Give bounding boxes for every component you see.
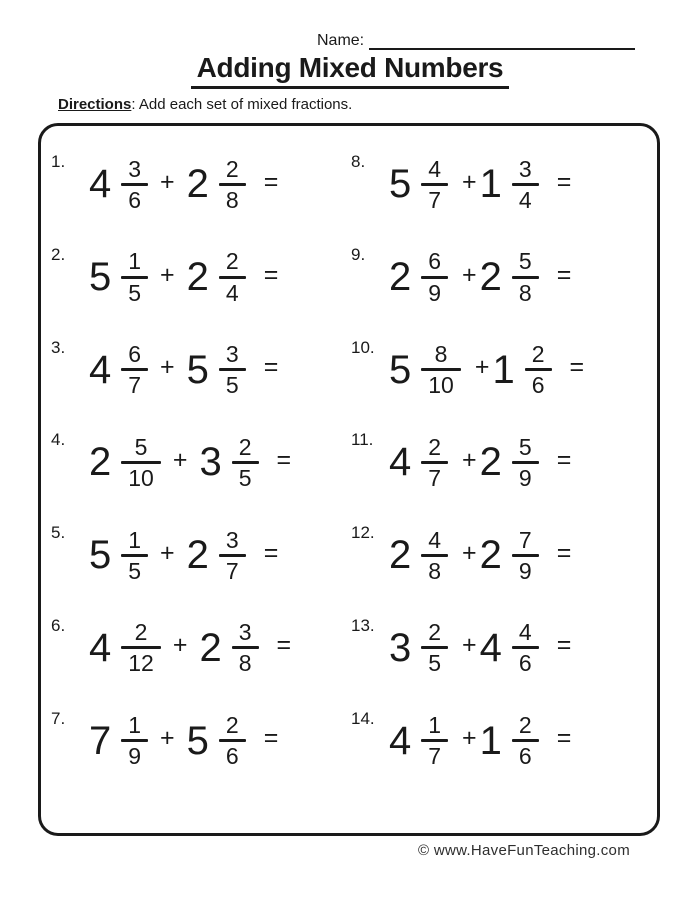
fraction-bar-1 [421, 461, 448, 464]
whole-number-2: 5 [186, 347, 209, 392]
directions [58, 96, 352, 113]
problems-border-box [38, 123, 660, 836]
whole-number-1: 4 [389, 718, 412, 763]
problem-13 [351, 602, 651, 695]
problem-number: 13. [351, 615, 375, 635]
numerator-2: 2 [225, 155, 239, 182]
equals-sign: = [276, 631, 292, 660]
denominator-2: 6 [518, 743, 532, 770]
whole-number-2: 2 [199, 625, 222, 670]
problem-8 [351, 138, 651, 231]
whole-number-1: 4 [89, 347, 112, 392]
whole-number-1: 7 [89, 718, 112, 763]
fraction-1 [121, 713, 148, 768]
fraction-bar-1 [121, 276, 148, 279]
fraction-bar-2 [219, 368, 246, 371]
fraction-bar-2 [512, 554, 539, 557]
numerator-2: 2 [531, 341, 545, 368]
plus-sign: + [462, 167, 477, 196]
plus-sign: + [462, 631, 477, 660]
problem-10 [351, 323, 651, 416]
denominator-1: 7 [428, 186, 442, 213]
directions-text: : Add each set of mixed fractions. [131, 96, 353, 113]
fraction-1 [121, 157, 148, 212]
denominator-1: 5 [428, 650, 442, 677]
equals-sign: = [276, 445, 292, 474]
name-blank-line [369, 31, 635, 50]
footer-credit: © www.HaveFunTeaching.com [418, 842, 630, 859]
denominator-2: 8 [225, 186, 239, 213]
problem-5 [51, 509, 351, 602]
numerator-1: 2 [134, 619, 148, 646]
name-row [317, 31, 635, 50]
fraction-1 [421, 249, 448, 304]
problem-3 [51, 323, 351, 416]
fraction-bar-2 [512, 646, 539, 649]
plus-sign: + [160, 260, 175, 289]
numerator-1: 6 [128, 341, 142, 368]
directions-label: Directions [58, 96, 132, 113]
denominator-1: 7 [428, 464, 442, 491]
whole-number-2: 4 [479, 625, 502, 670]
problem-7 [51, 694, 351, 787]
whole-number-2: 2 [186, 533, 209, 578]
denominator-1: 9 [128, 743, 142, 770]
problem-number: 14. [351, 708, 375, 728]
equals-sign: = [556, 167, 572, 196]
denominator-1: 5 [128, 557, 142, 584]
equals-sign: = [556, 445, 572, 474]
denominator-2: 4 [518, 186, 532, 213]
plus-sign: + [462, 445, 477, 474]
denominator-1: 10 [128, 464, 154, 491]
denominator-2: 8 [518, 279, 532, 306]
fraction-bar-1 [421, 276, 448, 279]
whole-number-2: 2 [186, 162, 209, 207]
problem-number: 6. [51, 615, 66, 635]
fraction-bar-2 [512, 461, 539, 464]
fraction-bar-1 [121, 368, 148, 371]
plus-sign: + [462, 260, 477, 289]
fraction-2 [525, 342, 552, 397]
page-title: Adding Mixed Numbers [191, 52, 510, 89]
denominator-2: 7 [225, 557, 239, 584]
problem-number: 9. [351, 245, 366, 265]
problem-number: 3. [51, 337, 66, 357]
problem-14 [351, 694, 651, 787]
plus-sign: + [160, 353, 175, 382]
numerator-1: 4 [428, 155, 442, 182]
denominator-1: 8 [428, 557, 442, 584]
fraction-bar-2 [232, 646, 259, 649]
numerator-2: 2 [518, 712, 532, 738]
denominator-2: 6 [518, 650, 532, 677]
plus-sign: + [160, 724, 175, 753]
whole-number-2: 5 [186, 718, 209, 763]
fraction-bar-1 [121, 461, 161, 464]
numerator-2: 5 [518, 433, 532, 460]
denominator-1: 9 [428, 279, 442, 306]
numerator-2: 2 [225, 712, 239, 738]
numerator-1: 2 [428, 433, 442, 460]
numerator-1: 1 [128, 526, 142, 553]
fraction-bar-1 [121, 739, 148, 742]
whole-number-2: 1 [479, 718, 502, 763]
fraction-1 [121, 435, 161, 490]
denominator-2: 5 [225, 372, 239, 399]
fraction-2 [512, 249, 539, 304]
fraction-1 [121, 528, 148, 583]
fraction-1 [121, 620, 161, 675]
fraction-1 [421, 435, 448, 490]
equals-sign: = [556, 724, 572, 753]
plus-sign: + [474, 353, 490, 382]
problem-1 [51, 138, 351, 231]
fraction-bar-2 [512, 183, 539, 186]
numerator-1: 8 [434, 341, 448, 368]
whole-number-2: 2 [479, 255, 502, 300]
whole-number-2: 2 [186, 255, 209, 300]
fraction-1 [421, 528, 448, 583]
fraction-bar-2 [512, 276, 539, 279]
problem-number: 5. [51, 523, 66, 543]
problem-number: 1. [51, 152, 66, 172]
equals-sign: = [263, 538, 279, 567]
denominator-2: 9 [518, 464, 532, 491]
problem-11 [351, 416, 651, 509]
plus-sign: + [172, 631, 188, 660]
fraction-1 [421, 713, 448, 768]
fraction-bar-2 [232, 461, 259, 464]
equals-sign: = [263, 353, 279, 382]
whole-number-1: 4 [89, 625, 112, 670]
fraction-2 [512, 435, 539, 490]
fraction-bar-2 [219, 554, 246, 557]
plus-sign: + [160, 538, 175, 567]
fraction-2 [512, 713, 539, 768]
whole-number-1: 4 [89, 162, 112, 207]
fraction-bar-1 [121, 646, 161, 649]
problem-2 [51, 231, 351, 324]
whole-number-2: 3 [199, 440, 222, 485]
whole-number-2: 2 [479, 533, 502, 578]
equals-sign: = [569, 353, 585, 382]
fraction-bar-1 [121, 554, 148, 557]
name-label: Name: [317, 32, 365, 49]
plus-sign: + [462, 724, 477, 753]
whole-number-1: 5 [389, 162, 412, 207]
numerator-1: 3 [128, 155, 142, 182]
problem-4 [51, 416, 351, 509]
fraction-bar-1 [421, 368, 461, 371]
fraction-1 [421, 157, 448, 212]
fraction-bar-1 [421, 554, 448, 557]
numerator-1: 4 [428, 526, 442, 553]
numerator-1: 2 [428, 619, 442, 646]
numerator-1: 1 [128, 712, 142, 738]
fraction-1 [421, 342, 461, 397]
numerator-2: 3 [225, 526, 239, 553]
numerator-2: 2 [238, 433, 252, 460]
problem-number: 7. [51, 708, 66, 728]
equals-sign: = [556, 260, 572, 289]
fraction-bar-1 [121, 183, 148, 186]
fraction-bar-1 [421, 183, 448, 186]
numerator-1: 6 [428, 248, 442, 275]
fraction-2 [232, 620, 259, 675]
numerator-2: 3 [518, 155, 532, 182]
equals-sign: = [556, 538, 572, 567]
fraction-1 [121, 249, 148, 304]
problem-number: 12. [351, 523, 375, 543]
numerator-2: 3 [238, 619, 252, 646]
whole-number-2: 1 [479, 162, 502, 207]
problem-number: 10. [351, 337, 375, 357]
fraction-bar-2 [219, 183, 246, 186]
fraction-2 [232, 435, 259, 490]
whole-number-1: 4 [389, 440, 412, 485]
numerator-1: 5 [134, 433, 148, 460]
fraction-bar-1 [421, 739, 448, 742]
fraction-2 [512, 620, 539, 675]
fraction-1 [421, 620, 448, 675]
denominator-1: 12 [128, 650, 154, 677]
numerator-1: 1 [428, 712, 442, 738]
whole-number-1: 5 [89, 533, 112, 578]
denominator-2: 6 [531, 372, 545, 399]
fraction-1 [121, 342, 148, 397]
fraction-2 [512, 157, 539, 212]
denominator-2: 6 [225, 743, 239, 770]
whole-number-1: 2 [389, 255, 412, 300]
numerator-2: 4 [518, 619, 532, 646]
denominator-1: 10 [428, 372, 454, 399]
title-wrap [0, 52, 700, 89]
problem-12 [351, 509, 651, 602]
denominator-2: 5 [238, 464, 252, 491]
fraction-2 [219, 713, 246, 768]
denominator-1: 6 [128, 186, 142, 213]
problem-number: 8. [351, 152, 366, 172]
whole-number-1: 3 [389, 625, 412, 670]
problems-grid [41, 126, 657, 833]
numerator-2: 7 [518, 526, 532, 553]
fraction-2 [219, 249, 246, 304]
denominator-1: 7 [428, 743, 442, 770]
problem-6 [51, 602, 351, 695]
fraction-bar-2 [525, 368, 552, 371]
whole-number-2: 1 [492, 347, 515, 392]
plus-sign: + [172, 445, 188, 474]
fraction-bar-2 [219, 739, 246, 742]
denominator-1: 5 [128, 279, 142, 306]
whole-number-1: 5 [89, 255, 112, 300]
numerator-2: 3 [225, 341, 239, 368]
denominator-2: 4 [225, 279, 239, 306]
problem-number: 11. [351, 430, 374, 450]
whole-number-1: 2 [389, 533, 412, 578]
equals-sign: = [263, 167, 279, 196]
numerator-2: 5 [518, 248, 532, 275]
plus-sign: + [160, 167, 175, 196]
fraction-2 [219, 157, 246, 212]
plus-sign: + [462, 538, 477, 567]
fraction-bar-2 [512, 739, 539, 742]
numerator-1: 1 [128, 248, 142, 275]
fraction-2 [219, 342, 246, 397]
whole-number-1: 2 [89, 440, 112, 485]
problem-number: 2. [51, 245, 66, 265]
denominator-2: 8 [238, 650, 252, 677]
whole-number-2: 2 [479, 440, 502, 485]
denominator-1: 7 [128, 372, 142, 399]
fraction-bar-2 [219, 276, 246, 279]
problem-number: 4. [51, 430, 66, 450]
equals-sign: = [263, 724, 279, 753]
whole-number-1: 5 [389, 347, 412, 392]
denominator-2: 9 [518, 557, 532, 584]
equals-sign: = [263, 260, 279, 289]
numerator-2: 2 [225, 248, 239, 275]
fraction-2 [512, 528, 539, 583]
problem-9 [351, 231, 651, 324]
fraction-2 [219, 528, 246, 583]
equals-sign: = [556, 631, 572, 660]
fraction-bar-1 [421, 646, 448, 649]
